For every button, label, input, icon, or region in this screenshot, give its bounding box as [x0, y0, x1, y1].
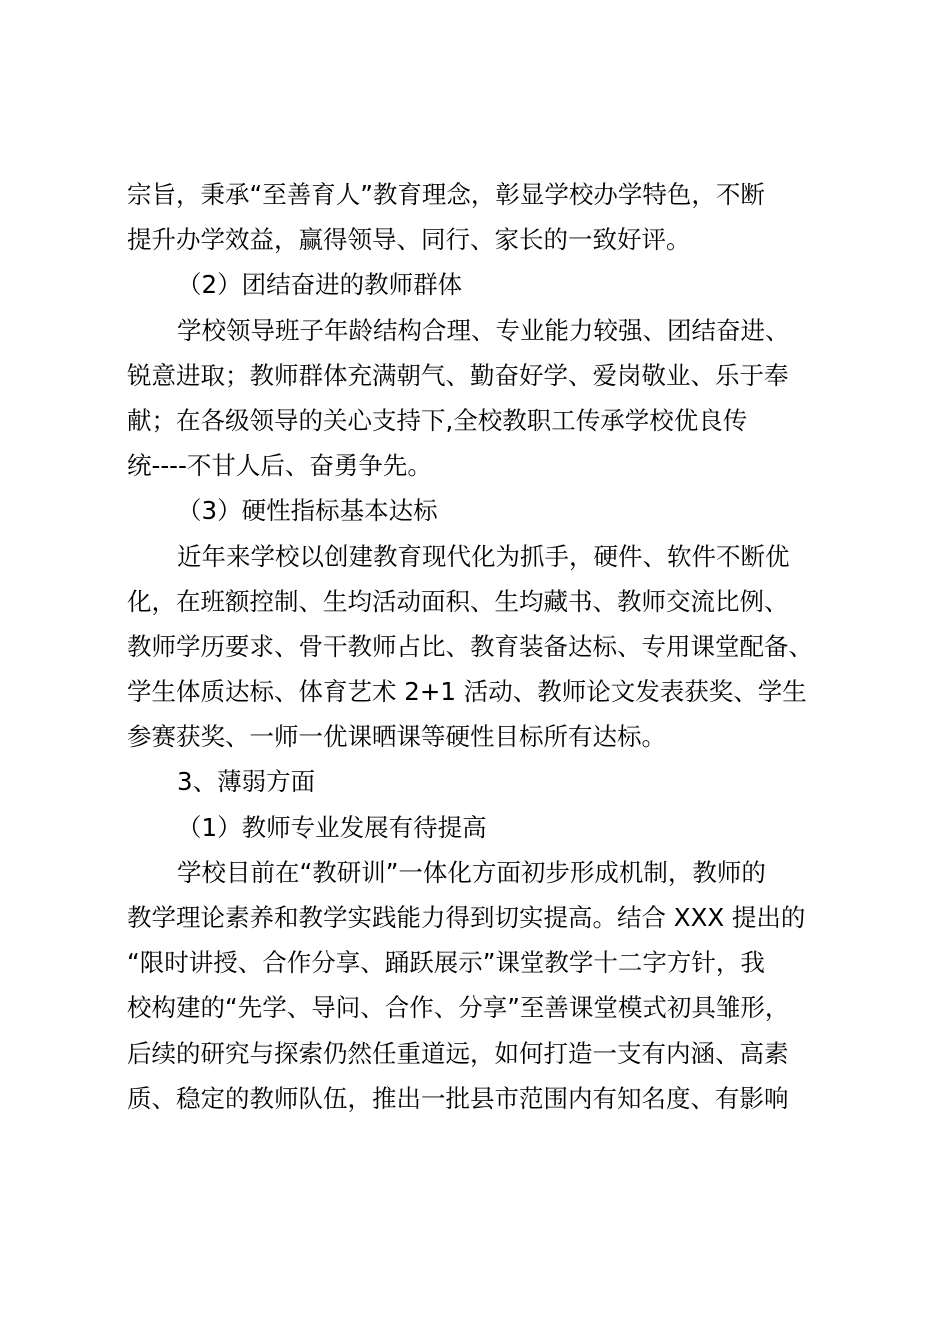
- text-line: “限时讲授、合作分享、踊跃展示”课堂教学十二字方针，我: [127, 948, 765, 978]
- text-line: 参赛获奖、一师一优课晒课等硬性目标所有达标。: [127, 722, 666, 752]
- section-heading: （1）教师专业发展有待提高: [177, 812, 487, 842]
- text-line: 学校目前在“教研训”一体化方面初步形成机制，教师的: [177, 857, 766, 887]
- text-line: 质、稳定的教师队伍，推出一批县市范围内有知名度、有影响: [127, 1083, 789, 1113]
- text-line: 化，在班额控制、生均活动面积、生均藏书、教师交流比例、: [127, 586, 789, 616]
- text-line: 锐意进取；教师群体充满朝气、勤奋好学、爱岗敬业、乐于奉: [127, 360, 789, 390]
- text-line: 统----不甘人后、奋勇争先。: [127, 451, 432, 481]
- body-text: [127, 172, 842, 1121]
- text-line: 宗旨，秉承“至善育人”教育理念，彰显学校办学特色，不断: [127, 180, 765, 209]
- text-line: 献；在各级领导的关心支持下,全校教职工传承学校优良传: [127, 405, 748, 435]
- text-line: 校构建的“先学、导问、合作、分享”至善课堂模式初具雏形，: [127, 993, 790, 1023]
- section-heading: （3）硬性指标基本达标: [177, 496, 438, 526]
- text-line: 教学理论素养和教学实践能力得到切实提高。结合 XXX 提出的: [127, 903, 806, 932]
- text-line: 提升办学效益，赢得领导、同行、家长的一致好评。: [127, 225, 691, 255]
- text-line: 近年来学校以创建教育现代化为抓手，硬件、软件不断优: [177, 541, 790, 571]
- section-heading: （2）团结奋进的教师群体: [177, 270, 463, 300]
- text-line: 学生体质达标、体育艺术 2+1 活动、教师论文发表获奖、学生: [127, 677, 807, 707]
- text-line: 学校领导班子年龄结构合理、专业能力较强、团结奋进、: [177, 315, 790, 345]
- text-line: 后续的研究与探索仍然任重道远，如何打造一支有内涵、高素: [127, 1038, 789, 1068]
- text-line: 教师学历要求、骨干教师占比、教育装备达标、专用课堂配备、: [127, 631, 813, 661]
- section-heading: 3、薄弱方面: [177, 767, 316, 797]
